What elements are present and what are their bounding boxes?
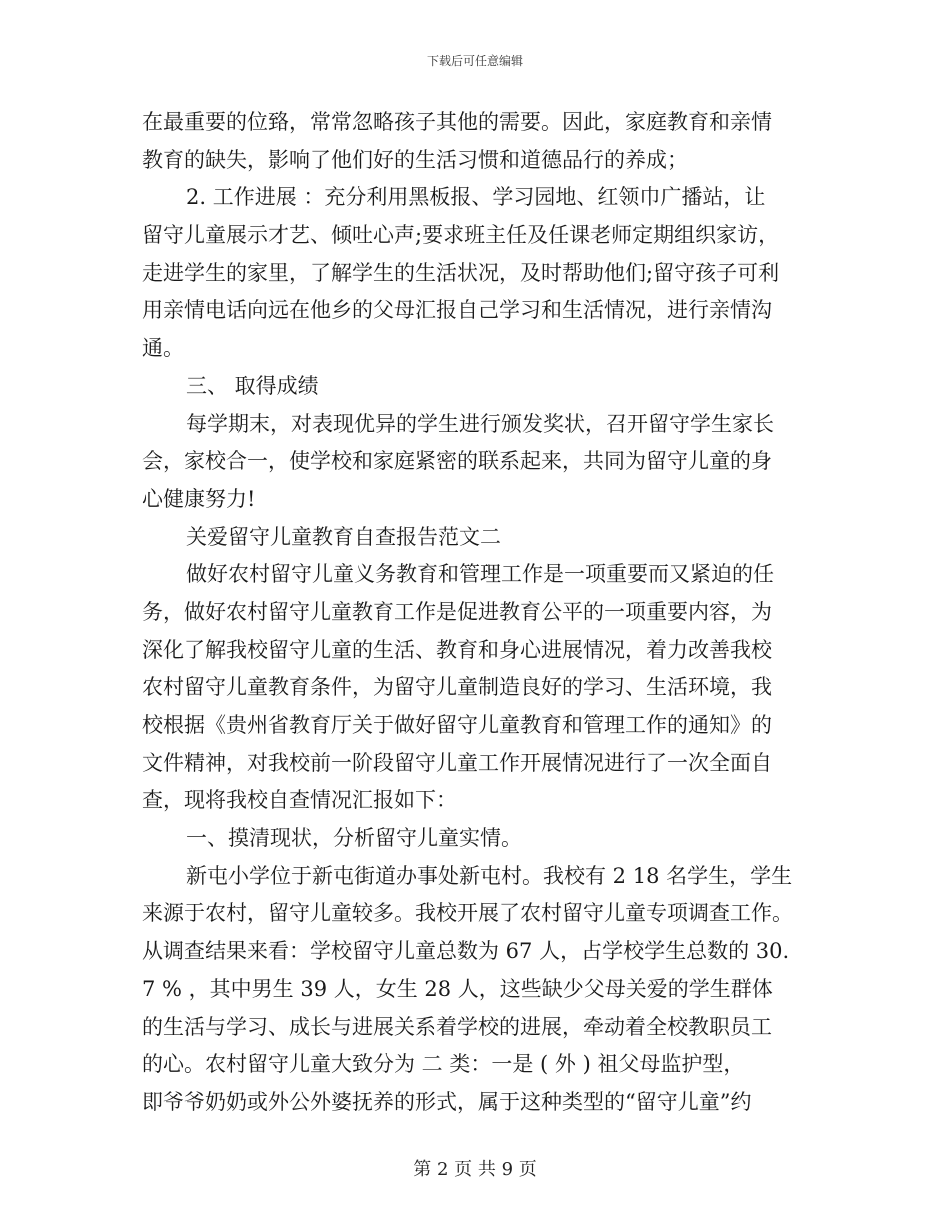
text-line: 务，做好农村留守儿童教育工作是促进教育公平的一项重要内容，为	[142, 599, 772, 624]
text-line: 会，家校合一，使学校和家庭紧密的联系起来，共同为留守儿童的身	[142, 449, 772, 474]
page-footer: 第 2 页 共 9 页	[413, 1159, 537, 1180]
text-line: 的生活与学习、成长与进展关系着学校的进展，牵动着全校教职员工	[142, 1014, 772, 1039]
text-line: 三、 取得成绩	[186, 373, 319, 398]
text-line: 深化了解我校留守儿童的生活、教育和身心进展情况，着力改善我校	[142, 637, 772, 662]
document-body	[142, 104, 810, 1122]
text-line: 农村留守儿童教育条件，为留守儿童制造良好的学习、生活环境，我	[142, 675, 772, 700]
text-line: 做好农村留守儿童义务教育和管理工作是一项重要而又紧迫的任	[186, 562, 774, 587]
text-line: 关爱留守儿童教育自查报告范文二	[186, 524, 501, 549]
text-line: 新屯小学位于新屯街道办事处新屯村。我校有 2 18 名学生，学生	[186, 863, 793, 888]
text-line: 在最重要的位臵，常常忽略孩子其他的需要。因此，家庭教育和亲情	[142, 110, 772, 134]
text-line: 一、摸清现状，分析留守儿童实情。	[186, 826, 522, 851]
text-line: 即爷爷奶奶或外公外婆抚养的形式，属于这种类型的“留守儿童”约	[142, 1089, 752, 1114]
text-line: 查，现将我校自查情况汇报如下：	[142, 788, 457, 813]
text-line: 心健康努力!	[142, 486, 256, 511]
text-line: 的心。农村留守儿童大致分为 二 类：一是 ( 外 ) 祖父母监护型，	[142, 1052, 745, 1077]
text-line: 7 % ，其中男生 39 人，女生 28 人，这些缺少父母关爱的学生群体	[142, 976, 773, 1001]
text-line: 文件精神，对我校前一阶段留守儿童工作开展情况进行了一次全面自	[142, 750, 772, 775]
text-line: 校根据《贵州省教育厅关于做好留守儿童教育和管理工作的通知》的	[142, 713, 772, 737]
text-line: 通。	[142, 336, 184, 361]
text-line: 用亲情电话向远在他乡的父母汇报自己学习和生活情况，进行亲情沟	[142, 298, 772, 323]
text-line: 2. 工作进展 ：充分利用黑板报、学习园地、红领巾广播站，让	[186, 185, 766, 210]
text-line: 从调查结果来看：学校留守儿童总数为 67 人，占学校学生总数的 30.	[142, 939, 790, 964]
text-line: 来源于农村，留守儿童较多。我校开展了农村留守儿童专项调查工作。	[142, 901, 793, 926]
text-line: 留守儿童展示才艺、倾吐心声;要求班主任及任课老师定期组织家访，	[142, 223, 780, 248]
text-line: 每学期末，对表现优异的学生进行颁发奖状，召开留守学生家长	[186, 411, 774, 436]
text-line: 走进学生的家里，了解学生的生活状况，及时帮助他们;留守孩子可利	[142, 260, 780, 285]
page-header: 下载后可任意编辑	[426, 54, 523, 68]
text-line: 教育的缺失，影响了他们好的生活习惯和道德品行的养成；	[142, 147, 688, 172]
